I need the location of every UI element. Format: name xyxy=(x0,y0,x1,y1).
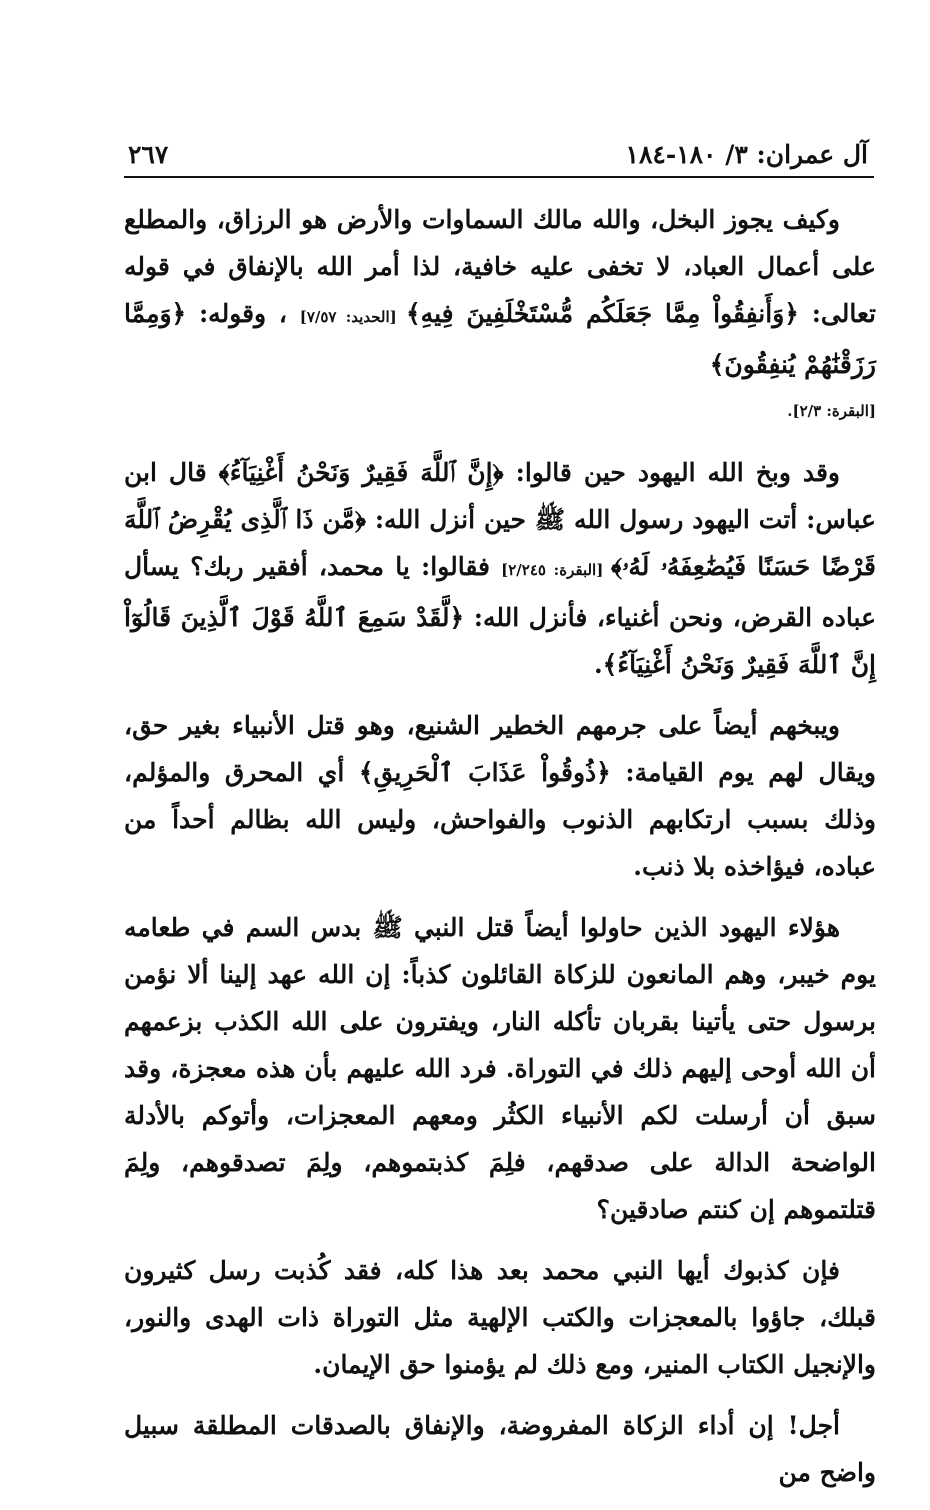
quran-verse: ﴿مَّن ذَا ٱلَّذِى يُقْرِضُ ٱللَّهَ قَرْضًا حَسَنًا فَيُضَٰعِفَهُۥ لَهُۥ﴾ xyxy=(124,505,877,581)
paragraph-text: . xyxy=(593,650,603,679)
quran-verse: ﴿لَّقَدْ سَمِعَ ٱللَّهُ قَوْلَ ٱلَّذِينَ قَالُوٓاْ إِنَّ ٱللَّهَ فَقِيرٌ وَنَحْنُ أَغْنِيَآءُ﴾ xyxy=(124,603,876,679)
paragraph-6 xyxy=(124,1402,876,1496)
paragraph-text: قال ابن عباس: أتت اليهود رسول الله ﷺ حين أنزل الله: xyxy=(124,458,876,534)
verse-reference: [الحديد: ٧/٥٧] xyxy=(299,308,407,326)
verse-reference: [البقرة: ٢/٢٤٥] xyxy=(501,561,612,579)
page-header xyxy=(124,136,874,178)
verse-reference: [البقرة: ٢/٣]. xyxy=(787,402,876,420)
quran-verse: ﴿إِنَّ ٱللَّهَ فَقِيرٌ وَنَحْنُ أَغْنِيَآءُ﴾ xyxy=(218,458,504,487)
page-body xyxy=(124,196,876,1510)
paragraph-text: ويبخهم أيضاً على جرمهم الخطير الشنيع، وهو قتل الأنبياء بغير حق، ويقال لهم يوم القيامة: xyxy=(124,711,877,787)
paragraph-text: ، وقوله: xyxy=(186,299,300,328)
paragraph-1 xyxy=(124,196,876,435)
paragraph-text: وكيف يجوز البخل، والله مالك السماوات والأرض هو الرزاق، والمطلع على أعمال العباد، لا تخفى عليه خافية، لذا أمر الله بالإنفاق في قوله تعالى: xyxy=(124,205,877,328)
paragraph-3 xyxy=(124,702,876,890)
paragraph-2 xyxy=(124,449,876,688)
paragraph-text: وقد وبخ الله اليهود حين قالوا: xyxy=(503,458,841,487)
running-title: آل عمران: ٣/ ١٨٠-١٨٤ xyxy=(625,140,868,169)
quran-verse: ﴿وَمِمَّا رَزَقْنَٰهُمْ يُنفِقُونَ﴾ xyxy=(124,299,876,379)
paragraph-text: فإن كذبوك أيها النبي محمد بعد هذا كله، فقد كُذبت رسل كثيرون قبلك، جاؤوا بالمعجزات والكتب الإلهية مثل التوراة ذات الهدى والنور، والإنجيل الكتاب المنير، ومع ذلك لم يؤمنوا حق الإيمان. xyxy=(124,1256,876,1379)
page-number: ٢٦٧ xyxy=(128,140,169,169)
paragraph-text: أجل! إن أداء الزكاة المفروضة، والإنفاق بالصدقات المطلقة سبيل واضح من xyxy=(124,1411,876,1487)
paragraph-text: هؤلاء اليهود الذين حاولوا أيضاً قتل النبي ﷺ بدس السم في طعامه يوم خيبر، وهم المانعون للزكاة القائلون كذباً: إن الله عهد إلينا ألا نؤمن برسول حتى يأتينا بقربان تأكله النار، ويفترون على الله الكذب بزعمهم أن الله أوحى إليهم ذلك في التوراة. فرد الله عليهم بأن هذه معجزة، وقد سبق أن أرسلت لكم الأنبياء الكثُر ومعهم المعجزات، وأتوكم بالأدلة الواضحة الدالة على صدقهم، فلِمَ كذبتموهم، ولِمَ تصدقوهم، ولِمَ قتلتموهم إن كنتم صادقين؟ xyxy=(124,913,876,1224)
paragraph-text: فقالوا: يا محمد، أفقير ربك؟ يسأل عباده القرض، ونحن أغنياء، فأنزل الله: xyxy=(124,552,876,632)
paragraph-text: أي المحرق والمؤلم، وذلك بسبب ارتكابهم الذنوب والفواحش، وليس الله بظالم أحداً من عباده، فيؤاخذه بلا ذنب. xyxy=(124,758,876,881)
paragraph-4 xyxy=(124,904,876,1233)
quran-verse: ﴿وَأَنفِقُواْ مِمَّا جَعَلَكُم مُّسْتَخْلَفِينَ فِيهِ﴾ xyxy=(406,299,799,328)
quran-verse: ﴿ذُوقُواْ عَذَابَ ٱلْحَرِيقِ﴾ xyxy=(358,758,611,787)
paragraph-5 xyxy=(124,1247,876,1388)
